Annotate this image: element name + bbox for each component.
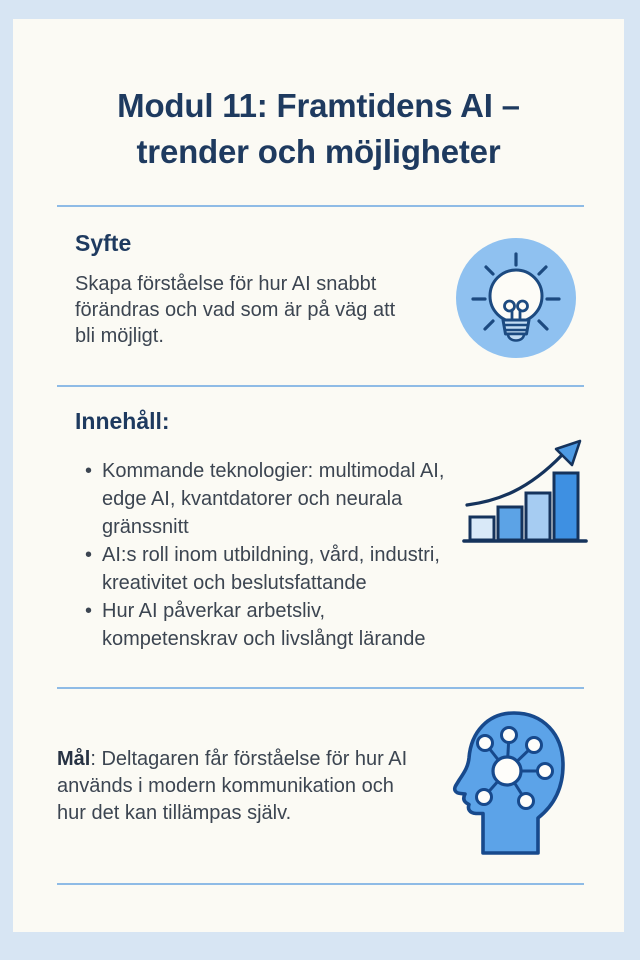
- infographic-card: [13, 19, 624, 932]
- divider-syfte-innehall: [57, 385, 584, 387]
- mal-label: Mål: [57, 748, 91, 770]
- syfte-heading: Syfte: [75, 230, 132, 256]
- page-title: Modul 11: Framtidens AI – trender och möjligheter: [117, 87, 520, 170]
- bullet-item: • AI:s roll inom utbildning, vård, industri, kreativitet och beslutsfattande: [85, 541, 447, 597]
- lightbulb-icon: [454, 236, 578, 365]
- growth-chart-icon: [462, 438, 588, 551]
- head-network-icon: [450, 708, 570, 863]
- innehall-bullet-list: [85, 457, 447, 653]
- bullet-item: • Kommande teknologier: multimodal AI, edge AI, kvantdatorer och neurala gränssnitt: [85, 457, 447, 541]
- bullet-item: • Hur AI påverkar arbetsliv, kompetenskrav och livslångt lärande: [85, 597, 447, 653]
- mal-body: : Deltagaren får förståelse för hur AI används i modern kommunikation och hur det kan tillämpas själv.: [57, 748, 408, 824]
- mal-paragraph: [57, 746, 411, 827]
- divider-top: [57, 205, 584, 207]
- innehall-heading: Innehåll:: [75, 408, 170, 434]
- syfte-body: Skapa förståelse för hur AI snabbt förändras och vad som är på väg att bli möjligt.: [75, 273, 396, 347]
- divider-innehall-mal: [57, 687, 584, 689]
- divider-bottom: [57, 883, 584, 885]
